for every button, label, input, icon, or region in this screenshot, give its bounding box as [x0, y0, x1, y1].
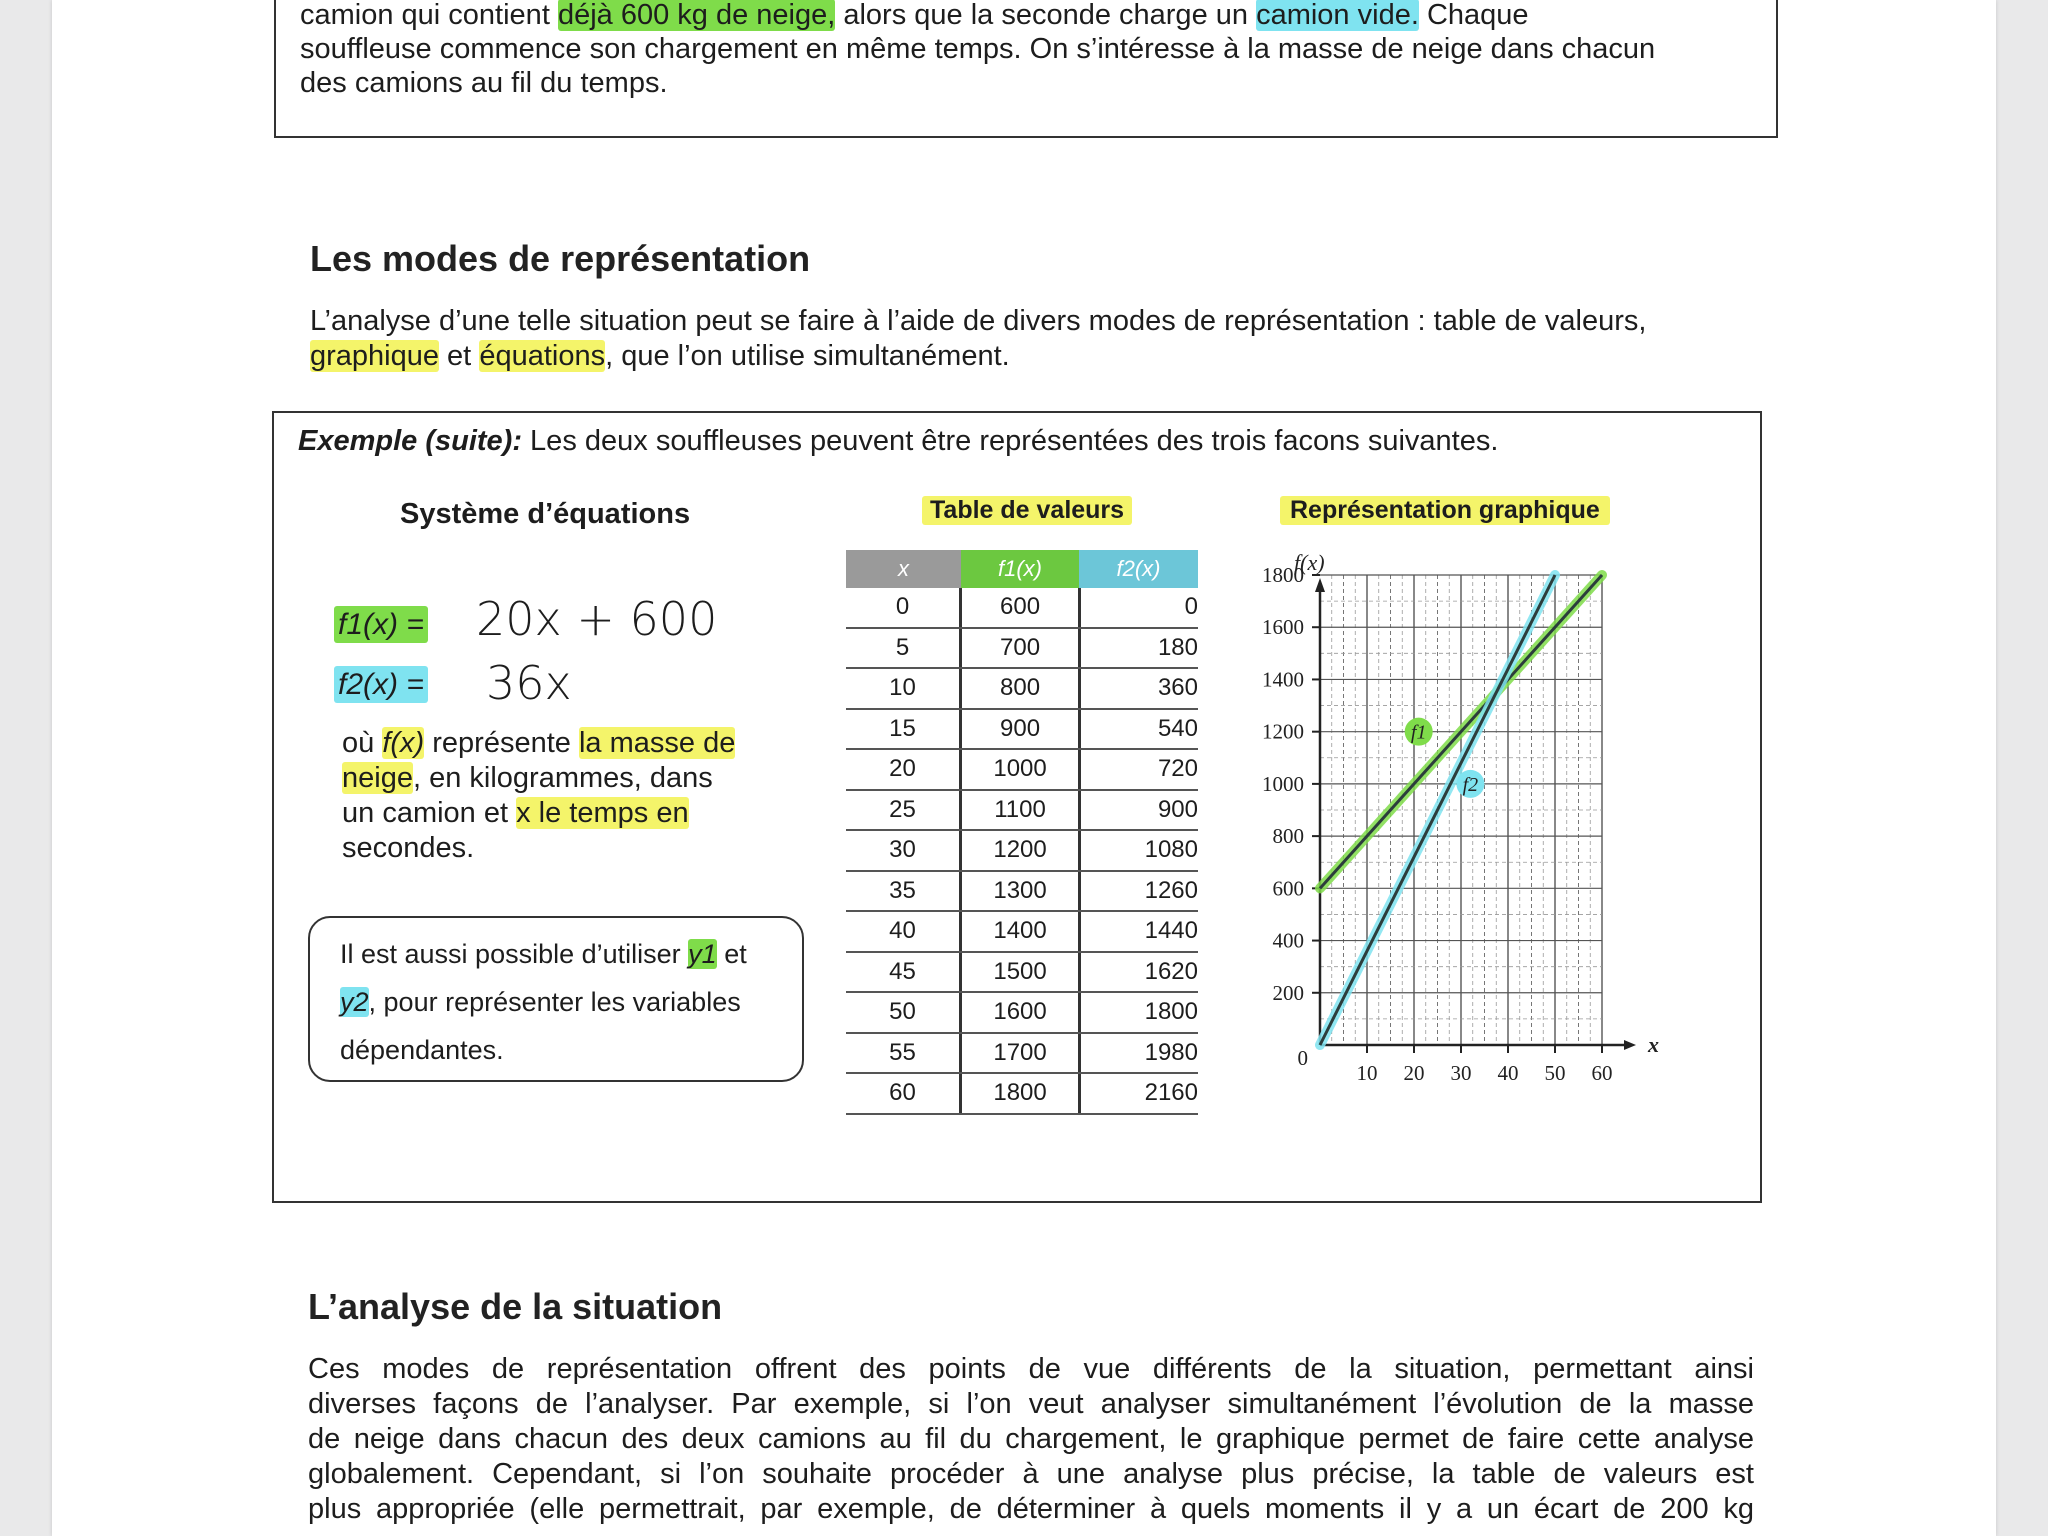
x-tick-label: 60 — [1591, 1061, 1613, 1085]
section1-text-et: et — [439, 340, 480, 372]
intro-highlight-snow: déjà 600 kg de neige, — [557, 0, 836, 31]
table-cell: 15 — [846, 710, 962, 749]
analysis-line-5: plus appropriée (elle permettrait, par exemple, de déterminer à quels moments il y a un écart de 200 kg — [308, 1493, 1754, 1525]
section1-line-2 — [310, 339, 1760, 374]
intro-text — [300, 0, 1750, 100]
table-cell: 1080 — [1144, 836, 1198, 863]
y-tick-label: 1000 — [1262, 771, 1304, 796]
desc-d: un camion et — [342, 797, 517, 829]
table-row — [846, 588, 1198, 629]
table-cell: 1800 — [1144, 998, 1198, 1025]
note-d: dépendantes. — [340, 1035, 504, 1065]
y-axis-label: f(x) — [1294, 550, 1325, 575]
table-cell: 900 — [962, 710, 1081, 749]
desc-a: où — [342, 727, 383, 759]
table-cell: 1400 — [962, 912, 1081, 951]
table-cell: 1100 — [962, 791, 1081, 830]
analysis-line-4: globalement. Cependant, si l’on souhaite procéder à une analyse plus précise, la table de valeurs est — [308, 1458, 1754, 1490]
table-cell: 1800 — [962, 1074, 1081, 1113]
table-row — [846, 1074, 1198, 1115]
table-cell: 700 — [962, 629, 1081, 668]
table-row — [846, 710, 1198, 751]
table-cell: 55 — [846, 1034, 962, 1073]
table-row — [846, 831, 1198, 872]
header-f1: f1(x) — [961, 550, 1079, 588]
table-cell: 1700 — [962, 1034, 1081, 1073]
x-axis-arrow — [1624, 1040, 1636, 1050]
x-tick-label: 30 — [1450, 1061, 1472, 1085]
highlight-equations: équations — [479, 340, 606, 372]
note-text — [340, 930, 800, 1074]
equation-2-label — [334, 668, 428, 702]
table-row — [846, 629, 1198, 670]
table-cell: 1000 — [962, 750, 1081, 789]
y-tick-label: 600 — [1272, 876, 1304, 901]
origin-label: 0 — [1297, 1046, 1308, 1070]
analysis-paragraph — [308, 1352, 1754, 1527]
table-header — [846, 550, 1198, 588]
table-cell: 35 — [846, 872, 962, 911]
section1-text-end: , que l’on utilise simultanément. — [605, 340, 1010, 372]
table-cell: 0 — [846, 588, 962, 627]
table-cell: 30 — [846, 831, 962, 870]
note-a: Il est aussi possible d’utiliser — [340, 939, 689, 969]
equation-1-handwritten: 20x + 600 — [476, 592, 718, 646]
y-tick-label: 800 — [1272, 824, 1304, 849]
graph-axes — [1312, 575, 1636, 1053]
table-row — [846, 993, 1198, 1034]
table-cell: 1980 — [1144, 1038, 1198, 1066]
table-cell: 1620 — [1144, 957, 1198, 985]
note-y2: y2 — [340, 987, 369, 1017]
y-axis-arrow — [1315, 578, 1325, 592]
analysis-line-2: diverses façons de l’analyser. Par exemple, si l’on veut analyser simultanément l’évolution de la masse — [308, 1388, 1754, 1420]
x-tick-label: 50 — [1544, 1061, 1566, 1085]
table-cell: 600 — [962, 588, 1081, 627]
x-tick-label: 10 — [1356, 1061, 1378, 1085]
table-cell: 40 — [846, 912, 962, 951]
table-cell: 1200 — [962, 831, 1081, 870]
table-row — [846, 791, 1198, 832]
header-f2: f2(x) — [1079, 550, 1198, 588]
table-cell: 360 — [1157, 674, 1198, 701]
system-title: Système d’équations — [400, 498, 691, 530]
table-cell: 1600 — [962, 993, 1081, 1032]
values-table — [846, 550, 1198, 1115]
x-tick-label: 40 — [1497, 1061, 1519, 1085]
table-cell: 50 — [846, 993, 962, 1032]
table-cell: 1260 — [1144, 876, 1198, 904]
y-tick-label: 1200 — [1262, 719, 1304, 744]
table-cell: 900 — [1157, 795, 1198, 823]
desc-highlight-snow: neige — [342, 762, 413, 794]
graph — [1240, 540, 1680, 1100]
y-tick-label: 1400 — [1262, 667, 1304, 692]
table-cell: 45 — [846, 953, 962, 992]
f1-label: f1(x) = — [334, 606, 428, 643]
table-cell: 540 — [1157, 714, 1198, 742]
y-tick-label: 1600 — [1262, 615, 1304, 640]
intro-line-3: des camions au fil du temps. — [300, 67, 668, 99]
f2-label: f2(x) = — [334, 666, 428, 703]
table-cell: 720 — [1157, 755, 1198, 782]
note-b: et — [716, 939, 747, 969]
desc-c: , en kilogrammes, dans — [412, 762, 713, 794]
table-row — [846, 1034, 1198, 1075]
equation-2-handwritten: 36x — [486, 656, 572, 710]
table-row — [846, 872, 1198, 913]
desc-b: représente — [424, 727, 579, 759]
series-label-f1: f1 — [1410, 721, 1427, 744]
example-intro — [298, 424, 1718, 459]
analysis-line-3: de neige dans chacun des deux camions au fil du chargement, le graphique permet de faire cette analyse — [308, 1423, 1754, 1455]
table-row — [846, 912, 1198, 953]
note-y1: y1 — [688, 939, 717, 969]
table-cell: 5 — [846, 629, 962, 668]
section-title-analysis: L’analyse de la situation — [308, 1286, 723, 1327]
table-cell: 180 — [1157, 633, 1198, 661]
x-tick-label: 20 — [1403, 1061, 1425, 1085]
header-x: x — [898, 556, 909, 581]
table-cell: 60 — [846, 1074, 962, 1113]
intro-text-a: camion qui contient — [300, 0, 558, 31]
table-row — [846, 953, 1198, 994]
table-row — [846, 669, 1198, 710]
table-cell: 1440 — [1144, 917, 1198, 944]
table-body — [846, 588, 1198, 1115]
table-cell: 20 — [846, 750, 962, 789]
intro-text-b: alors que la seconde charge un — [835, 0, 1257, 31]
table-cell: 2160 — [1144, 1079, 1198, 1106]
section-paragraph-representation — [310, 304, 1760, 374]
y-tick-label: 1800 — [1262, 563, 1304, 587]
section1-line-1: L’analyse d’une telle situation peut se faire à l’aide de divers modes de représentation : table de valeurs, — [310, 305, 1647, 337]
analysis-line-1: Ces modes de représentation offrent des points de vue différents de la situation, permettant ainsi — [308, 1353, 1754, 1385]
table-cell: 10 — [846, 669, 962, 708]
variables-description — [342, 726, 792, 866]
section-title-representation: Les modes de représentation — [310, 238, 811, 279]
highlight-graphique: graphique — [310, 340, 439, 372]
table-title: Table de valeurs — [922, 496, 1132, 525]
y-tick-label: 400 — [1272, 928, 1304, 953]
series-label-f2: f2 — [1462, 773, 1479, 796]
table-cell: 0 — [1184, 593, 1198, 620]
table-row — [846, 750, 1198, 791]
desc-e: secondes. — [342, 832, 475, 864]
x-axis-label: x — [1648, 1032, 1659, 1057]
intro-text-c: Chaque — [1418, 0, 1529, 31]
table-cell: 1300 — [962, 872, 1081, 911]
desc-highlight-time: x le temps en — [516, 797, 689, 829]
equation-1-label — [334, 608, 428, 642]
desc-highlight-mass: la masse de — [578, 727, 736, 759]
table-cell: 1500 — [962, 953, 1081, 992]
note-c: , pour représenter les variables — [368, 987, 741, 1017]
desc-fx: f(x) — [382, 727, 425, 759]
table-cell: 25 — [846, 791, 962, 830]
graph-title: Représentation graphique — [1280, 496, 1610, 525]
graph-grid — [1320, 575, 1602, 1045]
table-cell: 800 — [962, 669, 1081, 708]
intro-highlight-empty: camion vide. — [1256, 0, 1419, 31]
y-tick-label: 200 — [1272, 980, 1304, 1005]
intro-line-2: souffleuse commence son chargement en même temps. On s’intéresse à la masse de neige dans chacun — [300, 33, 1656, 65]
example-text: Les deux souffleuses peuvent être représentées des trois facons suivantes. — [522, 425, 1499, 457]
example-label: Exemple (suite): — [298, 425, 522, 457]
